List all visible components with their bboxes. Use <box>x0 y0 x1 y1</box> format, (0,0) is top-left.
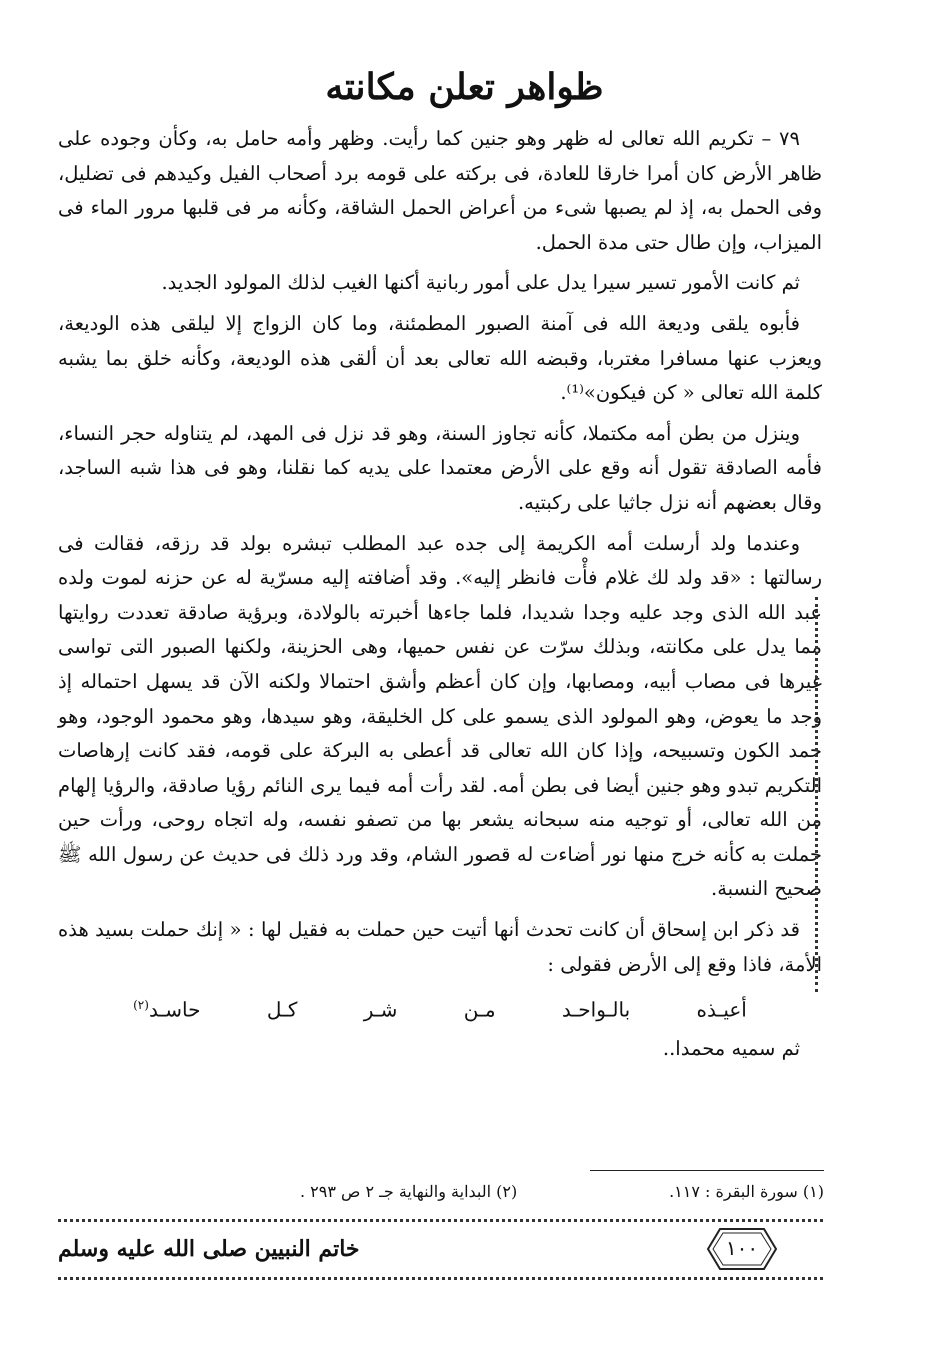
page-number-badge <box>706 1227 778 1271</box>
paragraph-79: ٧٩ – تكريم الله تعالى له ظهر وهو جنين كما رأيت. وظهر وأمه حامل به، وكأن وجوده على ظاهر الأرض كان أمرا خارقا للعادة، فى بركته على قومه برد أصحاب الفيل وكيدهم فى تضليل، وفى الحمل به، إذ لم يصبها شىء من أعراض الحمل الشاقة، وكأنه مر فى قلبها مرور الماء فى الميزاب، وإن طال حتى مدة الحمل. <box>58 127 822 254</box>
footnotes <box>300 1182 824 1201</box>
margin-dotted-rule <box>815 597 821 992</box>
footer-bottom-rule <box>58 1277 823 1280</box>
footer-top-rule <box>58 1219 823 1222</box>
verse-footnote-mark: (٢) <box>133 998 149 1013</box>
closing-line: ثم سميه محمدا.. <box>662 1036 800 1060</box>
footnote-1: (١) سورة البقرة : ١١٧. <box>669 1182 824 1201</box>
page-title: ظواهر تعلن مكانته <box>325 66 604 108</box>
verse-first-half: أعيـذه بالـواحـد <box>561 997 747 1022</box>
paragraph-ibn-ishaq: قد ذكر ابن إسحاق أن كانت تحدث أنها أتيت حين حملت به فقيل لها : « إنك حملت بسيد هذه الأمة، فاذا وقع إلى الأرض فقولى : <box>58 918 822 976</box>
poetry-verse <box>58 988 822 1027</box>
paragraph-letter: وعندما ولد أرسلت أمه الكريمة إلى جده عبد المطلب تبشره بولد قد رزقه، فقالت فى رسالتها : «قد ولد لك غلام فأْت فانظر إليه». وقد أضافته إليه مسرّية له عن حزنه لموت ولده عبد الله الذى وجد عليه وجدا شديدا، فلما جاءها أخبرته بالولادة، وبرؤية صادقة تعددت روايتها مما يدل على مكانته، وبذلك سرّت عن نفس حميها، وهى الحزينة، ولكنها الصبور التى تواسى غيرها فى مصاب أبيه، ومصابها، وإن كان أعظم وأشق احتمالا ولكنه الآن قد يسهل احتماله إذ وجد ما يعوض، وهو المولود الذى يسمو على كل الخليقة، وهو سيدها، وهو محمود الوجود، وهو حمد الكون وتسبيحه، وإذا كان الله تعالى قد أعطى به البركة على قومه، فقد كانت إرهاصات التكريم تبدو وهو جنين أيضا فى بطن أمه. لقد رأت أمه فيما يرى النائم رؤيا صادقة، والرؤيا إلهام من الله تعالى، أو توجيه منه سبحانه يشعر بها من تصفو نفسه، وله اتجاه روحى، ورأت حين حملت به كأنه خرج منها نور أضاءت له قصور الشام، وقد ورد ذلك فى حديث عن رسول الله ﷺ صحيح النسبة. <box>58 531 822 901</box>
footnote-2: (٢) البداية والنهاية جـ ٢ ص ٢٩٣ . <box>300 1182 518 1201</box>
paragraph-father: فأبوه يلقى وديعة الله فى آمنة الصبور المطمئنة، وما كان الزواج إلا ليلقى هذه الوديعة، ويعزب عنها مسافرا مغتربا، وقبضه الله تعالى بعد أن ألقى هذه الوديعة، وكأنه خلق بما يشبه كلمة الله تعالى « كن فيكون»⁽¹⁾. <box>58 311 822 405</box>
paragraph-events: ثم كانت الأمور تسير سيرا يدل على أمور ربانية أكنها الغيب لذلك المولود الجديد. <box>161 271 800 295</box>
body-text <box>58 122 822 1072</box>
footnote-separator <box>590 1170 824 1171</box>
paragraph-birth: وينزل من بطن أمه مكتملا، كأنه تجاوز السنة، وهو قد نزل فى المهد، لم يتناوله حجر النساء، فأمه الصادقة تقول أنه وقع على الأرض معتمدا على يديه كما نقلنا، وهو فى هذا شبه الساجد، وقال بعضهم أنه نزل جاثيا على ركبتيه. <box>58 421 822 514</box>
page-number: ١٠٠ <box>725 1236 759 1260</box>
footer-book-title: خاتم النبيين صلى الله عليه وسلم <box>58 1236 360 1262</box>
verse-second-half: مـن شـر كـل حاسـد <box>148 997 496 1022</box>
